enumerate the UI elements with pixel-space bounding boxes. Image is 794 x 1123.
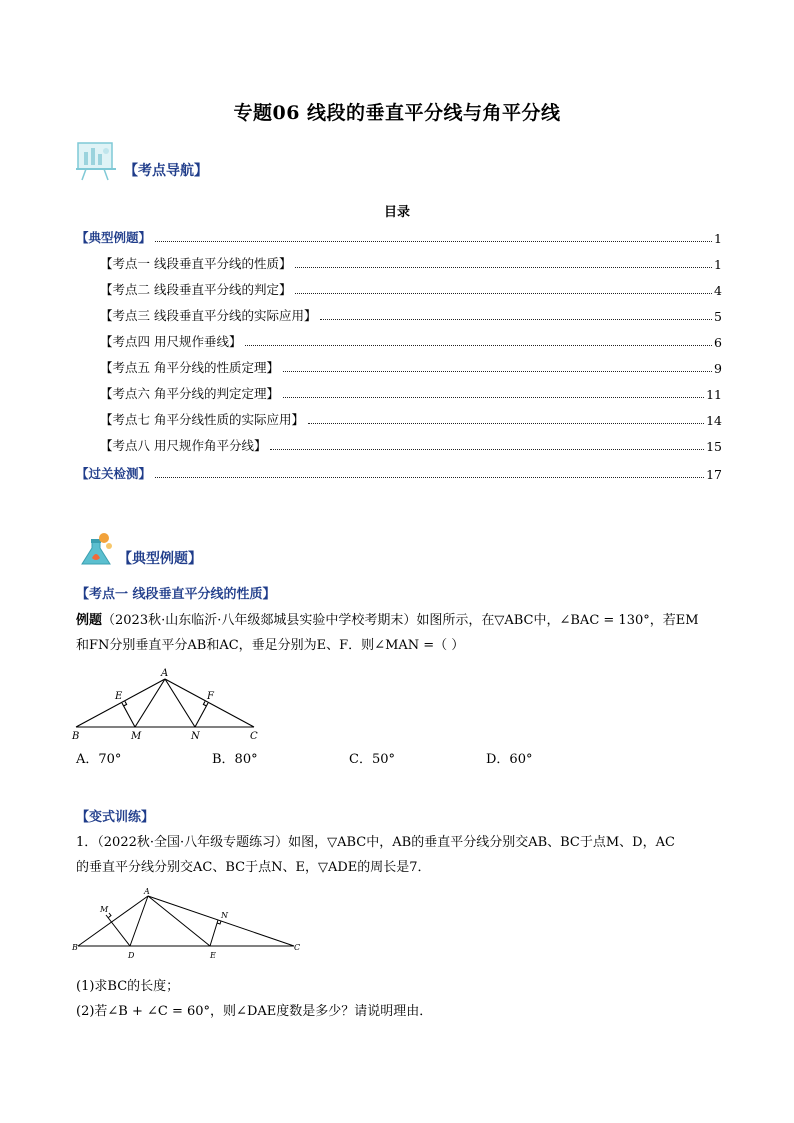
- segment-ad: [130, 896, 148, 946]
- question-1-part-1: (1)求BC的长度；: [76, 979, 180, 994]
- segment-fn: [195, 703, 208, 727]
- toc-row-page: 17: [706, 467, 722, 482]
- flask-icon: [76, 528, 116, 570]
- toc-row-label: 【考点八 用尺规作角平分线】: [100, 438, 267, 453]
- segment-am: [135, 679, 165, 727]
- toc-row[interactable]: [76, 252, 722, 272]
- toc-row-label: 【考点三 线段垂直平分线的实际应用】: [100, 308, 317, 323]
- toc-row[interactable]: [76, 434, 722, 454]
- toc-leader-dots: [270, 449, 704, 450]
- toc-row-page: 4: [714, 283, 722, 298]
- label-e: E: [115, 691, 123, 702]
- page-title: 专题06 线段的垂直平分线与角平分线: [233, 102, 561, 124]
- question-1: [76, 830, 722, 880]
- segment-md: [106, 915, 130, 946]
- segment-an: [165, 679, 195, 727]
- toc-row[interactable]: [76, 304, 722, 324]
- examples-section-header: [76, 528, 202, 570]
- toc-row-page: 15: [706, 439, 722, 454]
- toc-row-label: 【考点二 线段垂直平分线的判定】: [100, 282, 292, 297]
- toc-row-label: 【过关检测】: [76, 466, 152, 481]
- toc-row-page: 1: [714, 231, 722, 246]
- toc-row[interactable]: [76, 408, 722, 428]
- example-question: [76, 608, 722, 658]
- label-n: N: [221, 911, 228, 920]
- toc-row[interactable]: [76, 226, 722, 246]
- toc-leader-dots: [295, 293, 712, 294]
- segment-ae: [148, 896, 210, 946]
- label-f: F: [207, 691, 214, 702]
- toc-row-label: 【考点七 角平分线性质的实际应用】: [100, 412, 304, 427]
- toc-leader-dots: [283, 371, 712, 372]
- toc-leader-dots: [155, 241, 712, 242]
- right-angle-m: [109, 913, 112, 918]
- nav-section-header: [76, 140, 208, 182]
- toc-leader-dots: [245, 345, 712, 346]
- example-line-1: （2023秋·山东临沂·八年级郯城县实验中学校考期末）如图所示，在▽ABC中，∠BAC = 130°，若EM: [102, 613, 699, 628]
- toc-leader-dots: [295, 267, 712, 268]
- topic-one-heading: 【考点一 线段垂直平分线的性质】: [76, 587, 276, 602]
- label-c: C: [294, 943, 301, 952]
- example-figure: [70, 665, 270, 745]
- right-angle-f: [203, 701, 206, 706]
- label-b: B: [72, 943, 78, 952]
- nav-section-label: 【考点导航】: [124, 163, 208, 179]
- toc-title: 目录: [383, 205, 410, 220]
- question-1-parts: [76, 974, 722, 1024]
- choice-a[interactable]: A．70°: [76, 752, 122, 767]
- segment-ab: [78, 896, 148, 946]
- question-1-line-1: 1．（2022秋·全国·八年级专题练习）如图，▽ABC中，AB的垂直平分线分别交AB、BC于点M、D，AC: [76, 835, 675, 850]
- segment-ne: [210, 920, 218, 946]
- presentation-board-icon: [76, 140, 122, 182]
- right-angle-e: [124, 701, 127, 706]
- toc-row-page: 14: [706, 413, 722, 428]
- toc-row-label: 【考点一 线段垂直平分线的性质】: [100, 256, 292, 271]
- label-m: M: [100, 905, 109, 914]
- toc-row-page: 1: [714, 257, 722, 272]
- question-1-part-2: (2)若∠B + ∠C = 60°，则∠DAE度数是多少？请说明理由．: [76, 1004, 433, 1019]
- choice-b[interactable]: B．80°: [212, 752, 258, 767]
- toc-leader-dots: [155, 477, 704, 478]
- toc-row-label: 【考点五 角平分线的性质定理】: [100, 360, 279, 375]
- toc-leader-dots: [320, 319, 712, 320]
- question-1-figure: [70, 884, 310, 964]
- toc-row[interactable]: [76, 462, 722, 482]
- variant-training-heading: 【变式训练】: [76, 810, 155, 825]
- toc-row[interactable]: [76, 330, 722, 350]
- label-a: A: [161, 668, 169, 679]
- examples-section-label: 【典型例题】: [118, 551, 202, 567]
- label-n: N: [191, 731, 200, 742]
- toc-row-label: 【考点四 用尺规作垂线】: [100, 334, 242, 349]
- example-lead: 例题: [76, 613, 103, 628]
- label-b: B: [72, 731, 80, 742]
- label-e: E: [210, 951, 216, 960]
- toc-row-label: 【考点六 角平分线的判定定理】: [100, 386, 279, 401]
- toc-row-page: 5: [714, 309, 722, 324]
- label-a: A: [144, 887, 150, 896]
- label-d: D: [128, 951, 135, 960]
- toc-row[interactable]: [76, 356, 722, 376]
- segment-ab: [76, 679, 165, 727]
- question-1-line-2: 的垂直平分线分别交AC、BC于点N、E，▽ADE的周长是7．: [76, 860, 431, 875]
- toc-row[interactable]: [76, 278, 722, 298]
- toc-leader-dots: [283, 397, 704, 398]
- example-line-2: 和FN分别垂直平分AB和AC，垂足分别为E、F．则∠MAN =（ ）: [76, 638, 465, 653]
- toc-row-page: 9: [714, 361, 722, 376]
- toc-row[interactable]: [76, 382, 722, 402]
- label-c: C: [250, 731, 258, 742]
- segment-em: [122, 703, 135, 727]
- choice-c[interactable]: C．50°: [349, 752, 395, 767]
- toc-leader-dots: [308, 423, 704, 424]
- toc-row-page: 6: [714, 335, 722, 350]
- label-m: M: [131, 731, 142, 742]
- choice-d[interactable]: D．60°: [486, 752, 533, 767]
- toc-row-page: 11: [706, 387, 722, 402]
- segment-ac: [165, 679, 254, 727]
- toc-row-label: 【典型例题】: [76, 230, 152, 245]
